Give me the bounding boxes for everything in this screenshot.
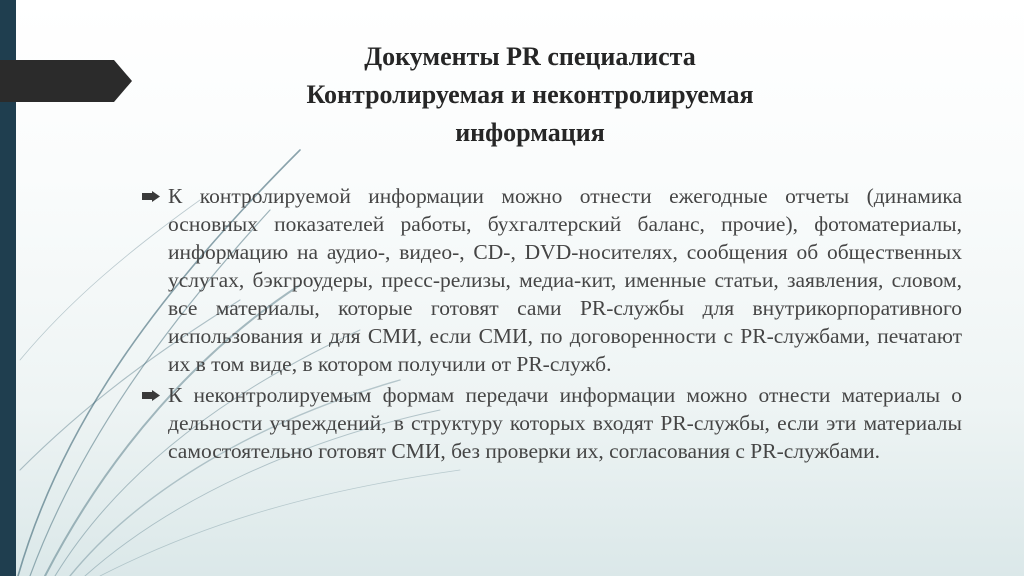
title-line-2: Контролируемая и неконтролируемая <box>306 80 754 109</box>
bullet-text: К неконтролируемым формам передачи информации можно отнести материалы о дельности учреждений, в структуру которых входят PR-службы, если эти материалы самостоятельно готовят СМИ, без проверки их, согласования с PR-службами. <box>168 383 962 463</box>
bullet-text: К контролируемой информации можно отнести ежегодные отчеты (динамика основных показателей работы, бухгалтерский баланс, прочие), фотоматериалы, информацию на аудио-, видео-, CD-, DVD-носителях, сообщения об общественных услугах, бэкгроудеры, пресс-релизы, медиа-кит, именные статьи, заявления, словом, все материалы, которые готовят сами PR-службы для внутрикорпоративного использования и для СМИ, если СМИ, по договоренности с PR-службами, печатают их в том виде, в котором получили от PR-служб. <box>168 184 962 376</box>
arrow-bullet-icon <box>142 390 160 401</box>
arrow-bullet-icon <box>142 191 160 202</box>
bullet-list <box>140 182 962 468</box>
title-line-1: Документы PR специалиста <box>364 42 696 71</box>
list-item <box>140 182 962 378</box>
slide-title <box>230 38 830 152</box>
list-item <box>140 381 962 465</box>
title-tab-marker <box>0 60 132 102</box>
title-line-3: информация <box>455 118 605 147</box>
